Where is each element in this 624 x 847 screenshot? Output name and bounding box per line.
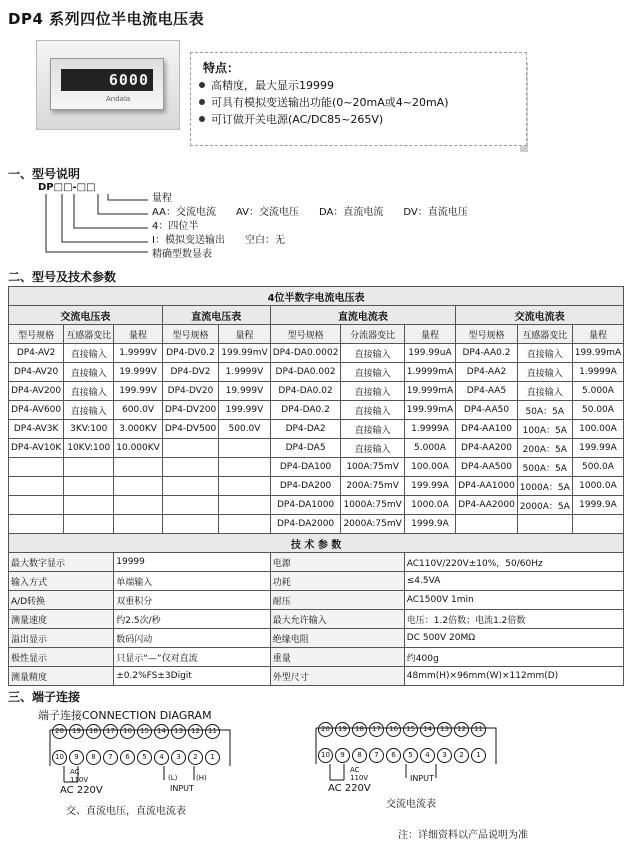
table-cell: 50.00A	[572, 401, 623, 420]
terminal-pin: 15	[403, 722, 418, 737]
terminal-pin: 12	[188, 724, 203, 739]
table-cell: 1999.9A	[404, 515, 455, 534]
table-cell: 1.9999A	[404, 420, 455, 439]
table-cell	[162, 496, 218, 515]
tech-value: 双重积分	[114, 591, 270, 610]
col-header: 量程	[219, 325, 270, 344]
group-ac-current: 交流电流表	[456, 306, 624, 325]
table-cell	[572, 515, 623, 534]
footnote: 注：详细资料以产品说明为准	[398, 830, 528, 841]
table-cell: 100.00A	[572, 420, 623, 439]
tech-title: 技 术 参 数	[9, 534, 624, 553]
terminal-pin: 10	[318, 748, 333, 763]
table-cell: 500.0V	[219, 420, 270, 439]
table-cell: 1000.0A	[572, 477, 623, 496]
table-cell: DP4-AA200	[456, 439, 518, 458]
table-cell: 500A：5A	[517, 458, 572, 477]
terminal-pin: 4	[420, 748, 435, 763]
terminal-pin: 3	[171, 750, 186, 765]
label-110v-right: 110V	[350, 774, 369, 782]
label-ac220v: AC 220V	[60, 785, 103, 796]
tech-row	[9, 591, 624, 610]
terminal-pin: 4	[154, 750, 169, 765]
table-cell: 3KV:100	[64, 420, 114, 439]
terminal-pin: 17	[369, 722, 384, 737]
terminal-pin: 7	[103, 750, 118, 765]
tech-value: 电压：1.2倍数；电流1.2倍数	[404, 610, 623, 629]
table-cell: 直接输入	[341, 363, 404, 382]
table-cell: 10.000KV	[114, 439, 163, 458]
table-title: 4位半数字电流电压表	[9, 287, 624, 306]
table-cell	[162, 439, 218, 458]
tech-value: AC1500V 1min	[404, 591, 623, 610]
label-ac-right: AC	[350, 766, 360, 774]
col-header: 型号规格	[9, 325, 64, 344]
table-row	[9, 401, 624, 420]
diagram-title: 端子连接CONNECTION DIAGRAM	[38, 709, 212, 722]
table-cell	[162, 515, 218, 534]
table-cell	[64, 496, 114, 515]
label-l: (L)	[168, 774, 178, 782]
terminal-pin: 8	[86, 750, 101, 765]
col-header: 互感器变比	[517, 325, 572, 344]
terminal-pin: 19	[335, 722, 350, 737]
table-cell: DP4-DA0.0002	[270, 344, 341, 363]
label-ac220v-right: AC 220V	[328, 783, 371, 794]
label-h: (H)	[196, 774, 207, 782]
table-cell: DP4-DA5	[270, 439, 341, 458]
terminal-pin: 5	[403, 748, 418, 763]
table-cell: 1.9999mA	[404, 363, 455, 382]
model-line: 精确型数显表	[152, 249, 212, 260]
table-cell: 1.9999V	[114, 344, 163, 363]
table-cell: 199.99mA	[404, 401, 455, 420]
table-cell: 200A:75mV	[341, 477, 404, 496]
tech-value: 19999	[114, 553, 270, 572]
table-cell: DP4-DV2	[162, 363, 218, 382]
tech-value: 数码闪动	[114, 629, 270, 648]
model-heading: 一、型号说明	[8, 167, 81, 181]
terminal-pin: 16	[386, 722, 401, 737]
table-cell: 1000A:75mV	[341, 496, 404, 515]
terminal-pin: 14	[154, 724, 169, 739]
terminal-pin: 18	[86, 724, 101, 739]
terminal-pin: 1	[205, 750, 220, 765]
feature-item: 高精度，最大显示19999	[197, 77, 449, 94]
terminal-pin: 12	[454, 722, 469, 737]
spec-heading: 二、型号及技术参数	[8, 270, 117, 284]
tech-label: 测量速度	[9, 610, 114, 629]
table-cell: 500.0A	[572, 458, 623, 477]
table-cell	[9, 477, 64, 496]
terminal-pin: 7	[369, 748, 384, 763]
table-cell: DP4-AV600	[9, 401, 64, 420]
table-cell: 直接输入	[341, 401, 404, 420]
table-cell	[9, 458, 64, 477]
table-cell	[219, 458, 270, 477]
table-cell	[9, 496, 64, 515]
table-cell	[456, 515, 518, 534]
table-cell: 1.9999A	[572, 363, 623, 382]
right-caption: 交流电流表	[386, 799, 436, 810]
tech-value: ≤4.5VA	[404, 572, 623, 591]
terminal-pin: 2	[454, 748, 469, 763]
table-cell: DP4-AV20	[9, 363, 64, 382]
table-cell: DP4-DA0.02	[270, 382, 341, 401]
model-line: AA：交流电流 AV：交流电压 DA：直流电流 DV：直流电压	[152, 207, 468, 218]
tech-label: 极性显示	[9, 648, 114, 667]
table-cell: DP4-DA1000	[270, 496, 341, 515]
tech-value: 48mm(H)×96mm(W)×112mm(D)	[404, 667, 623, 686]
table-cell: 1999.9A	[572, 496, 623, 515]
group-ac-voltage: 交流电压表	[9, 306, 163, 325]
terminal-pin: 6	[386, 748, 401, 763]
meter-image	[50, 58, 164, 110]
table-cell: DP4-AA5	[456, 382, 518, 401]
label-110v: 110V	[70, 776, 89, 784]
page-title: DP4 系列四位半电流电压表	[8, 10, 205, 28]
feature-item: 可订做开关电源(AC/DC85~265V)	[197, 111, 449, 128]
tech-row	[9, 648, 624, 667]
features-list	[197, 77, 449, 128]
table-cell: DP4-DV200	[162, 401, 218, 420]
terminal-pin: 13	[437, 722, 452, 737]
table-cell: DP4-AA1000	[456, 477, 518, 496]
tech-value: ±0.2%FS±3Digit	[114, 667, 270, 686]
table-cell: DP4-DA2	[270, 420, 341, 439]
spec-table	[8, 286, 624, 686]
table-cell: 1000.0A	[404, 496, 455, 515]
terminal-pin: 3	[437, 748, 452, 763]
table-cell: DP4-AV10K	[9, 439, 64, 458]
table-cell	[162, 458, 218, 477]
tech-label: 功耗	[270, 572, 404, 591]
table-cell: 直接输入	[341, 420, 404, 439]
table-cell: 200A：5A	[517, 439, 572, 458]
terminal-pin: 18	[352, 722, 367, 737]
terminal-pin: 6	[120, 750, 135, 765]
terminal-pin: 19	[69, 724, 84, 739]
table-cell: DP4-AA50	[456, 401, 518, 420]
table-cell: 19.999V	[219, 382, 270, 401]
table-cell	[64, 515, 114, 534]
table-cell: 直接输入	[341, 439, 404, 458]
table-cell: DP4-AV2	[9, 344, 64, 363]
table-cell: 199.99V	[114, 382, 163, 401]
table-cell	[114, 496, 163, 515]
table-cell: 直接输入	[517, 344, 572, 363]
table-row	[9, 439, 624, 458]
model-line: 量程	[152, 193, 172, 204]
table-cell: DP4-DV20	[162, 382, 218, 401]
tech-label: 电源	[270, 553, 404, 572]
table-cell: 1.9999V	[219, 363, 270, 382]
tech-label: 最大允许输入	[270, 610, 404, 629]
terminal-pin: 17	[103, 724, 118, 739]
col-header: 互感器变比	[64, 325, 114, 344]
table-cell: 直接输入	[64, 344, 114, 363]
terminal-pin: 8	[352, 748, 367, 763]
table-cell: DP4-DV500	[162, 420, 218, 439]
terminal-pin: 10	[52, 750, 67, 765]
table-cell: 直接输入	[64, 363, 114, 382]
col-header: 型号规格	[270, 325, 341, 344]
table-row	[9, 382, 624, 401]
table-cell	[64, 458, 114, 477]
table-cell: 199.99V	[219, 401, 270, 420]
terminal-pin: 11	[471, 722, 486, 737]
table-cell	[219, 439, 270, 458]
table-cell: 直接输入	[64, 382, 114, 401]
tech-label: 外型尺寸	[270, 667, 404, 686]
tech-label: 重量	[270, 648, 404, 667]
table-cell: 5.000A	[572, 382, 623, 401]
tech-label: 溢出显示	[9, 629, 114, 648]
table-cell: 600.0V	[114, 401, 163, 420]
col-header: 量程	[114, 325, 163, 344]
terminal-pin: 5	[137, 750, 152, 765]
table-cell: DP4-AV200	[9, 382, 64, 401]
model-line: I：模拟变送输出 空白：无	[152, 235, 285, 246]
table-cell: DP4-DA200	[270, 477, 341, 496]
tech-label: 最大数字显示	[9, 553, 114, 572]
table-cell: 2000A：5A	[517, 496, 572, 515]
group-dc-voltage: 直流电压表	[162, 306, 270, 325]
table-row	[9, 420, 624, 439]
table-cell: 199.99mA	[572, 344, 623, 363]
features-heading: 特点：	[203, 61, 240, 75]
table-cell: 100.00A	[404, 458, 455, 477]
terminal-pin: 2	[188, 750, 203, 765]
table-cell: DP4-AA2000	[456, 496, 518, 515]
group-dc-current: 直流电流表	[270, 306, 456, 325]
features-box	[190, 52, 527, 146]
table-cell: 2000A:75mV	[341, 515, 404, 534]
tech-value: 单端输入	[114, 572, 270, 591]
table-cell: 100A：5A	[517, 420, 572, 439]
tech-label: 测量精度	[9, 667, 114, 686]
table-cell: 19.999mA	[404, 382, 455, 401]
tech-label: 输入方式	[9, 572, 114, 591]
table-cell	[114, 458, 163, 477]
tech-row	[9, 553, 624, 572]
table-cell: 直接输入	[341, 344, 404, 363]
table-cell	[219, 477, 270, 496]
meter-brand: Andala	[106, 95, 131, 103]
table-cell: DP4-DA0.2	[270, 401, 341, 420]
meter-display: 6000	[61, 69, 153, 91]
table-row	[9, 477, 624, 496]
feature-item: 可具有模拟变送输出功能(0~20mA或4~20mA)	[197, 94, 449, 111]
table-cell: 3.000KV	[114, 420, 163, 439]
table-row	[9, 344, 624, 363]
tech-value: AC110V/220V±10%，50/60Hz	[404, 553, 623, 572]
tech-value: DC 500V 20MΩ	[404, 629, 623, 648]
right-wiring	[306, 720, 506, 790]
tech-label: 耐压	[270, 591, 404, 610]
table-row	[9, 515, 624, 534]
col-header: 量程	[572, 325, 623, 344]
terminal-pin: 9	[335, 748, 350, 763]
table-cell: 199.99uA	[404, 344, 455, 363]
table-cell: DP4-AA0.2	[456, 344, 518, 363]
table-cell: 直接输入	[64, 401, 114, 420]
tech-table-body	[9, 553, 624, 686]
col-header: 型号规格	[456, 325, 518, 344]
tech-label: 绝缘电阻	[270, 629, 404, 648]
tech-value: 约2.5次/秒	[114, 610, 270, 629]
table-cell: 直接输入	[341, 382, 404, 401]
table-cell: DP4-DA100	[270, 458, 341, 477]
spec-table-body	[9, 344, 624, 534]
table-cell: DP4-DV0.2	[162, 344, 218, 363]
table-cell: DP4-DA2000	[270, 515, 341, 534]
table-cell: DP4-AA100	[456, 420, 518, 439]
terminal-pin: 16	[120, 724, 135, 739]
tech-row	[9, 572, 624, 591]
terminal-pin: 14	[420, 722, 435, 737]
tech-label: A/D转换	[9, 591, 114, 610]
table-cell: 199.99mV	[219, 344, 270, 363]
table-cell: 19.999V	[114, 363, 163, 382]
table-cell	[517, 515, 572, 534]
table-cell	[219, 515, 270, 534]
table-cell	[162, 477, 218, 496]
model-bracket-lines	[40, 190, 152, 260]
table-cell: 100A:75mV	[341, 458, 404, 477]
tech-value: 只显示“—”仅对直流	[114, 648, 270, 667]
terminal-pin: 15	[137, 724, 152, 739]
terminal-pin: 9	[69, 750, 84, 765]
table-cell: DP4-AV3K	[9, 420, 64, 439]
label-input: INPUT	[170, 784, 194, 793]
terminal-pin: 13	[171, 724, 186, 739]
terminal-pin: 20	[318, 722, 333, 737]
table-row	[9, 496, 624, 515]
table-cell: 50A：5A	[517, 401, 572, 420]
table-cell	[114, 477, 163, 496]
table-cell	[114, 515, 163, 534]
col-header: 型号规格	[162, 325, 218, 344]
tech-row	[9, 610, 624, 629]
terminal-pin: 11	[205, 724, 220, 739]
table-cell: 5.000A	[404, 439, 455, 458]
table-row	[9, 458, 624, 477]
tech-value: 约400g	[404, 648, 623, 667]
table-cell	[9, 515, 64, 534]
model-code: DP□□-□□	[38, 182, 96, 193]
table-cell: DP4-DA0.002	[270, 363, 341, 382]
left-caption: 交、直流电压，直流电流表	[66, 806, 186, 817]
terminal-pin: 20	[52, 724, 67, 739]
model-line: 4：四位半	[152, 221, 199, 232]
table-row	[9, 363, 624, 382]
table-cell: 直接输入	[517, 363, 572, 382]
col-header: 分流器变比	[341, 325, 404, 344]
table-cell: DP4-AA2	[456, 363, 518, 382]
table-cell: DP4-AA500	[456, 458, 518, 477]
terminal-pin: 1	[471, 748, 486, 763]
terminal-heading: 三、端子连接	[8, 690, 81, 704]
col-header: 量程	[404, 325, 455, 344]
table-cell: 199.99A	[572, 439, 623, 458]
table-cell	[64, 477, 114, 496]
label-input-right: INPUT	[410, 774, 434, 783]
table-cell: 10KV:100	[64, 439, 114, 458]
table-cell: 1000A：5A	[517, 477, 572, 496]
tech-row	[9, 667, 624, 686]
table-cell: 直接输入	[517, 382, 572, 401]
table-cell	[219, 496, 270, 515]
table-cell: 199.99A	[404, 477, 455, 496]
tech-row	[9, 629, 624, 648]
label-ac: AC	[70, 768, 80, 776]
